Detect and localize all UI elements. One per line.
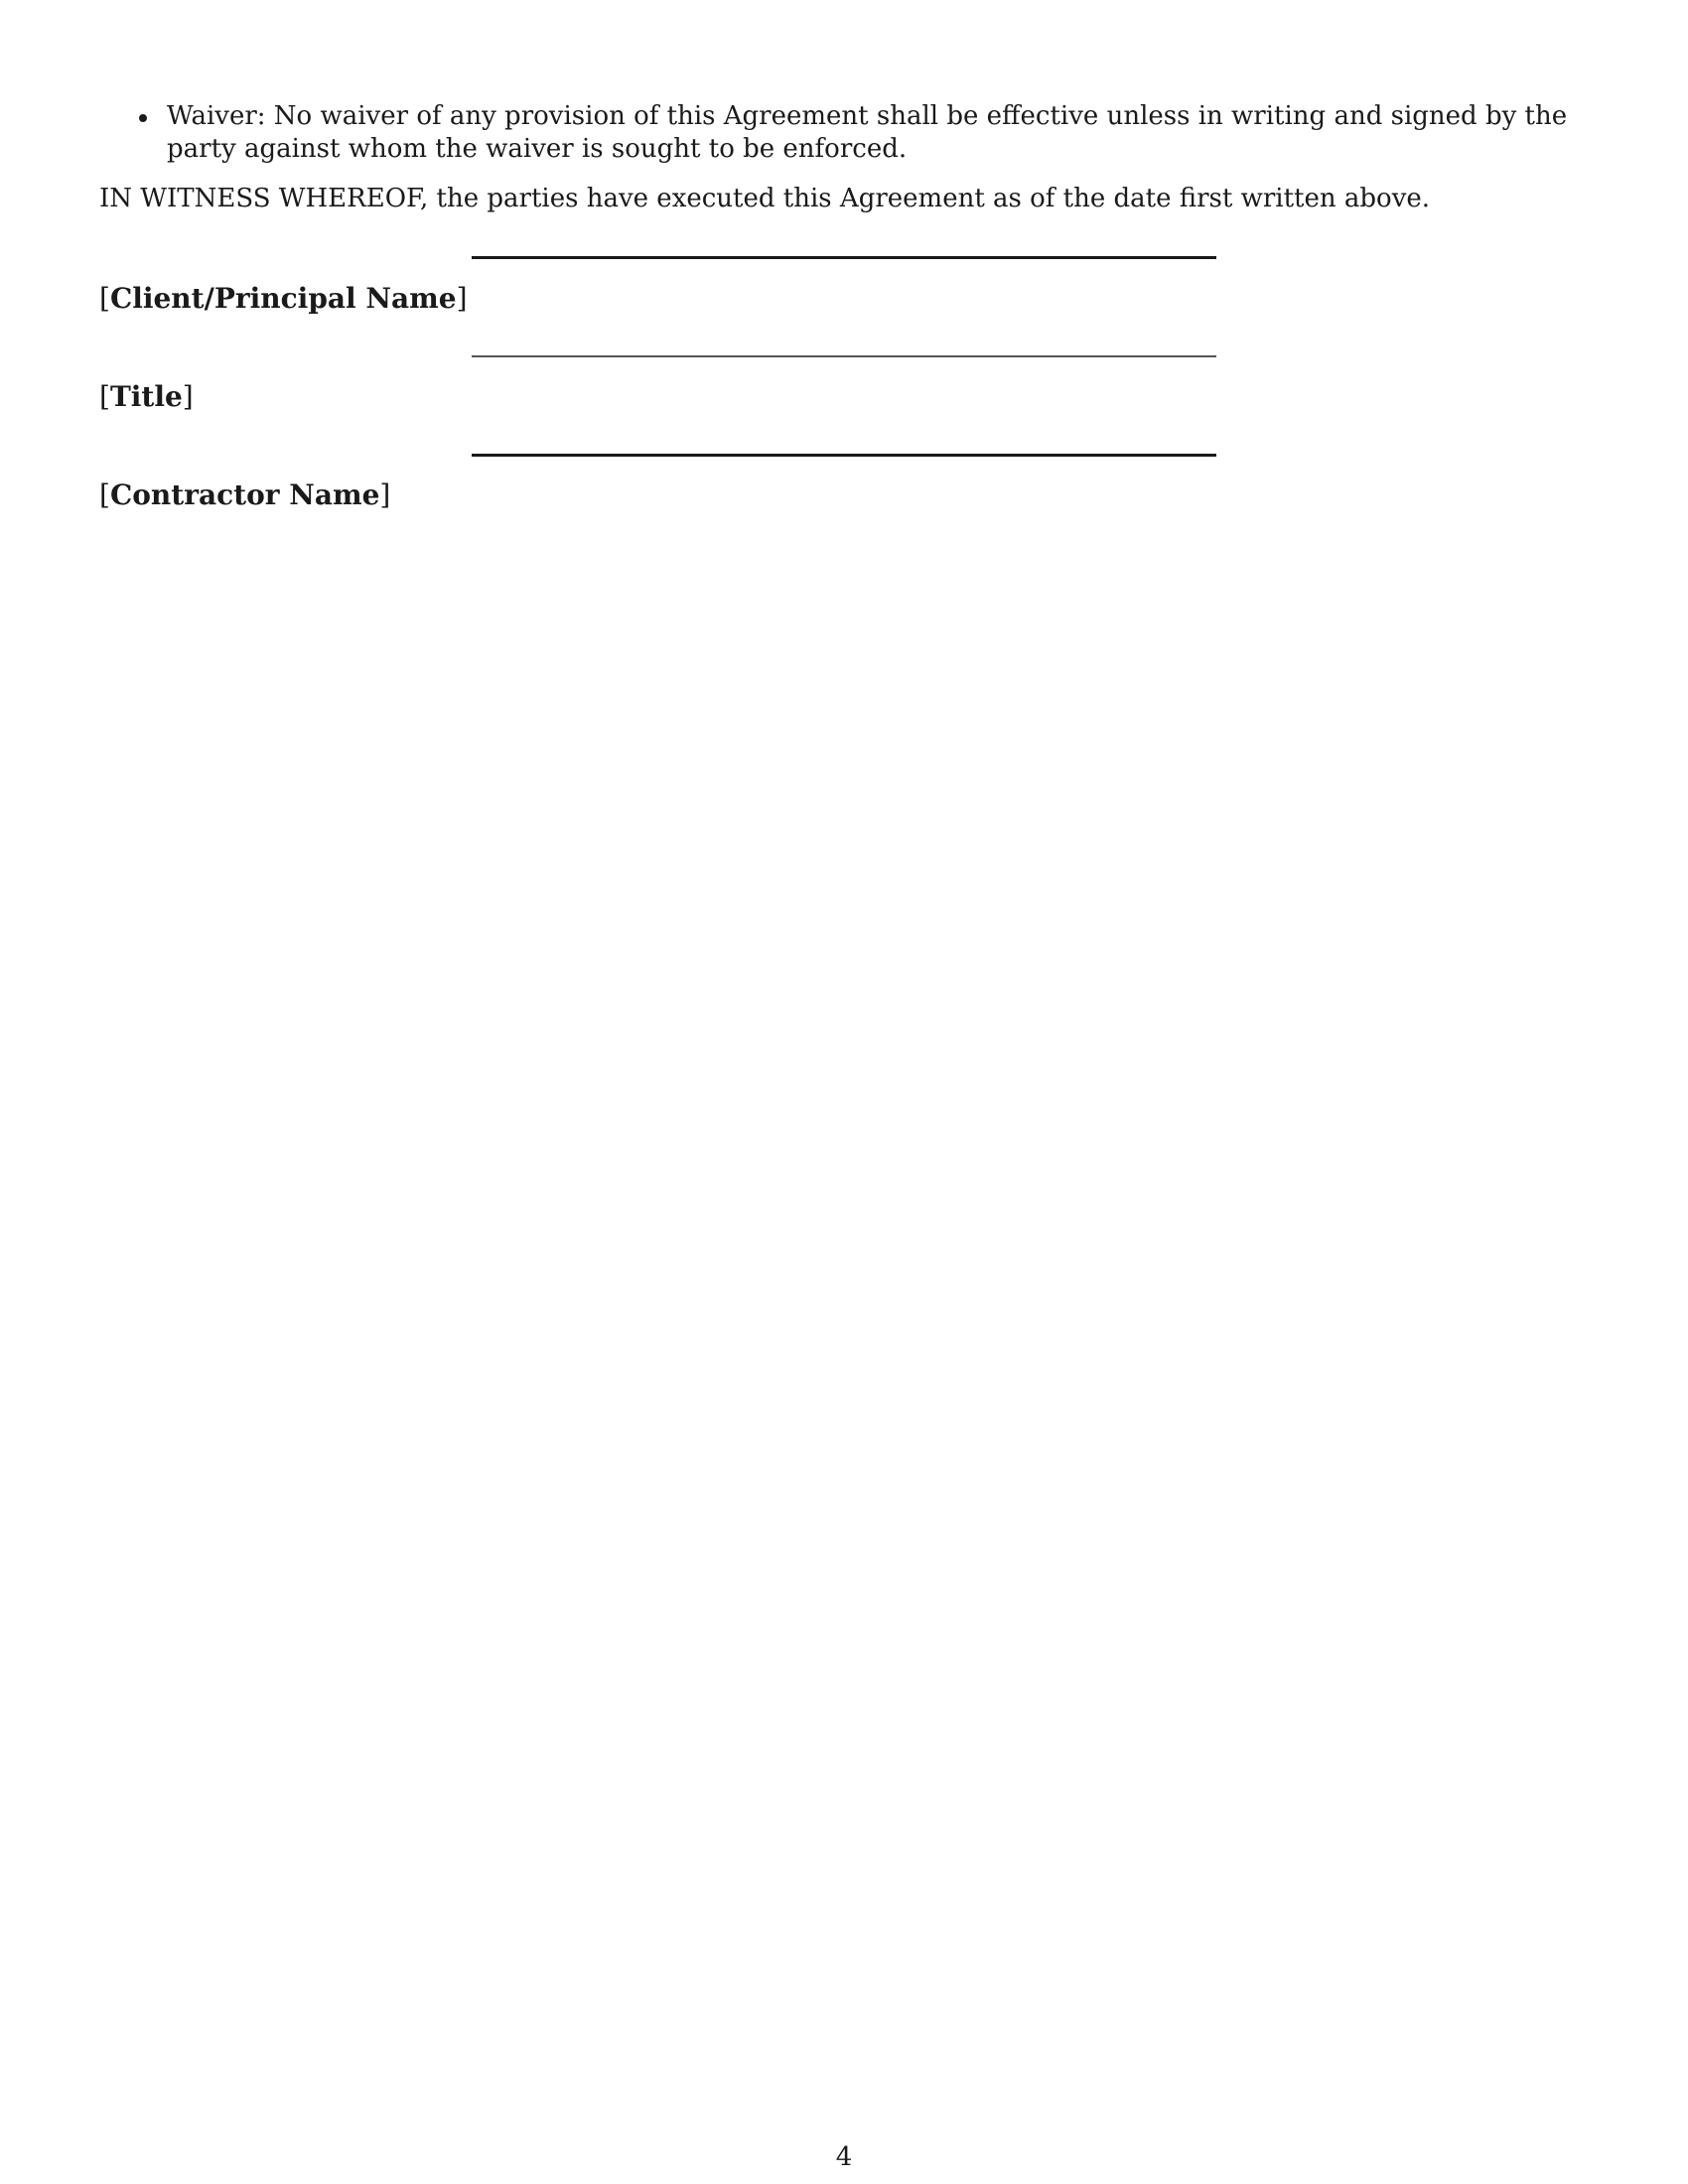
bullet-list — [99, 100, 1599, 166]
client-name-label: [Client/Principal Name] — [99, 282, 468, 315]
contractor-name-label: [Contractor Name] — [99, 478, 391, 511]
contractor-signature-line — [472, 454, 1216, 457]
title-signature-line — [472, 355, 1216, 357]
bullet-icon — [139, 114, 147, 122]
client-signature-line — [472, 256, 1216, 259]
witness-clause: IN WITNESS WHEREOF, the parties have executed this Agreement as of the date first written above. — [99, 184, 1431, 213]
client-name-text: Client/Principal Name — [109, 282, 457, 315]
title-text: Title — [109, 380, 183, 413]
title-label: [Title] — [99, 380, 194, 413]
contractor-name-text: Contractor Name — [109, 478, 380, 511]
waiver-clause-text: Waiver: No waiver of any provision of this Agreement shall be effective unless in writing and signed by the party against whom the waiver is sought to be enforced. — [167, 101, 1568, 164]
page-number: 4 — [835, 2142, 853, 2172]
list-item — [99, 100, 1599, 166]
